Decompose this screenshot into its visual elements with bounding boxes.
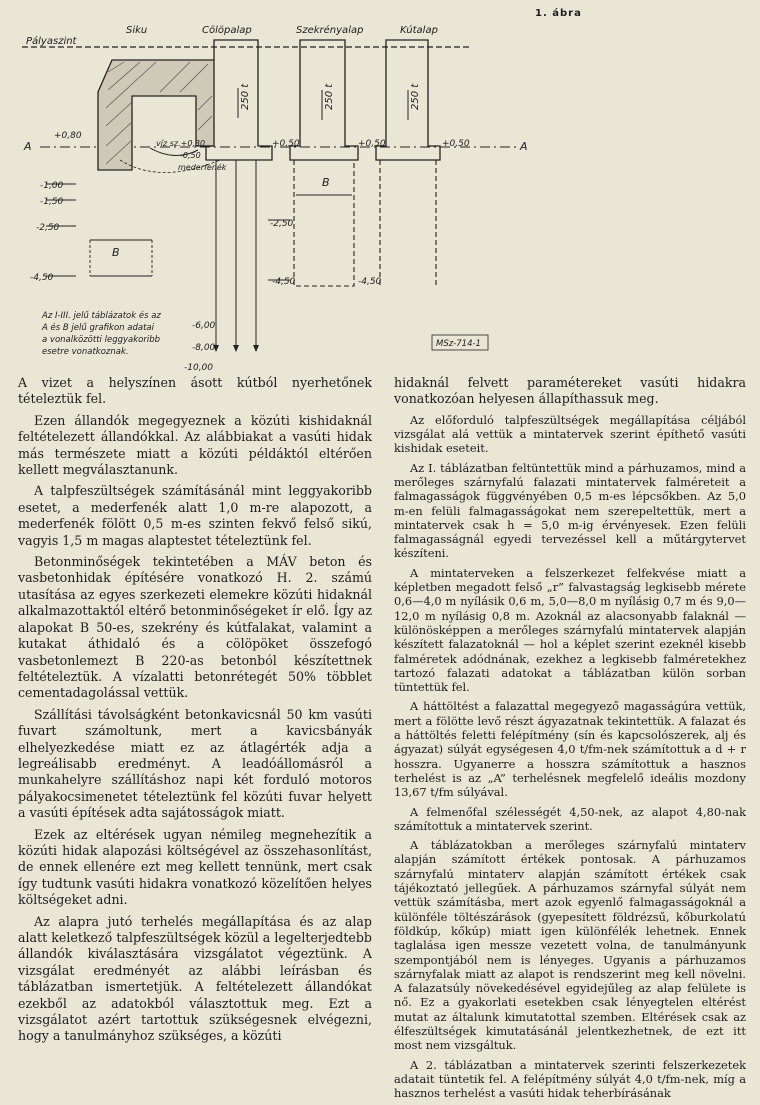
paragraph: A vizet a helyszínen ásott kútból nyerhetőnek tételeztük fel. [18,375,372,407]
load-label: 250 t [324,83,335,110]
paragraph: Az I. táblázatban feltüntettük mind a párhuzamos, mind a merőleges szárnyfalú falazati mintatervek falméreteit a falmagasságok függvényében 0,5 m-es lépcsőkben. Az 5,0 m-en felüli falmagasságokat nem szerepeltettük, mert a mintatervek csak h = 5,0 m-ig érvényesek. Ezen felüli falmagasságnál egyedi tervezéssel kell a műtárgytervet készíteni. [394,460,746,561]
foundation-diagram [0,0,760,375]
paragraph: A mintaterveken a felszerkezet felfekvése miatt a képletben megadott felső „r” falvastagság legkisebb mérete 0,6—4,0 m nyílásik 0,6 m, 5,0—8,0 m nyílásig 0,7 m és 9,0—12,0 m nyílásig 0,8 m. Azoknál az alacsonyabb falaknál — különösképpen a merőleges szárnyfalú mintatervek alapján készített falazatoknál — hol a képlet szerint ezeknél kisebb falméretek adódnának, ezekhez a legkisebb falméretekhez tartozó falazati adatokat a táblázatban külön sorban tüntettük fel. [394,565,746,695]
level-label: -10,00 [184,363,214,373]
diagram-note: a vonalközötti leggyakoribb [42,335,161,345]
diagram-note: esetre vonatkoznak. [42,347,129,357]
load-label: 250 t [410,83,421,110]
level-label: +0,50 [272,139,300,149]
level-label: -6,00 [192,321,216,331]
level-label: -1,00 [40,181,64,191]
paragraph: A táblázatokban a merőleges szárnyfalú mintaterv alapján számított értékek pontosak. A párhuzamos szárnyfalú mintaterv alapján számított értékek csak tájékoztató jellegűek. A párhuzamos szárnyfal súlyát nem vettük számításba, mert azok egyenlő falmagasságoknál a különféle töltészárások (gyepesített földrézsű, kőburkolatú földkúp, kőkúp) miatt igen különfélék lehetnek. Ennek taglalása igen messze vezetett volna, de tanulmányunk szempontjából nem is lényeges. Ugyanis a párhuzamos szárnyfalak miatt az alapot is rendszerint meg kell növelni. A falazatsúly növekedésével egyidejűleg az alap felülete is nő. Ez a gyakorlati esetekben csak lényegtelen eltérést mutat az általunk kimutatottal szemben. Eltérések csak az élfeszültségek kimutatásánál jelentkezhetnek, de ezt itt most nem vizsgáltuk. [394,838,746,1053]
bed-label: mederfenék [178,163,227,172]
diagram-header: Siku [126,25,148,36]
level-label: -4,50 [272,277,296,287]
load-label: 250 t [240,83,251,110]
diagram-note: A és B jelű grafikon adatai [42,323,154,333]
level-label: +0,50 [442,139,470,149]
paragraph: hidaknál felvett paramétereket vasúti hidakra vonatkozóan helyesen állapíthassuk meg. [394,375,746,407]
axis-label: A [520,140,528,153]
left-column [18,375,372,1050]
water-level-label: -0,50 [180,151,201,160]
paragraph: Ezen állandók megegyeznek a közúti kishidaknál feltételezett állandókkal. Az alábbiakat a vasúti hidak más természete miatt a közúti példáktól eltérően kellett megválasztanunk. [18,412,372,478]
paragraph: Ezek az eltérések ugyan némileg megnehezítik a közúti hidak alapozási költségével az összehasonlítást, de ennek ellenére ezt meg kellett tennünk, mert csak így tudtunk vasúti hidakra vonatkozó közelítően helyes költségeket adni. [18,826,372,908]
ground-label: Pályaszint [26,36,77,47]
water-level-label: víz sz.+0,30 [156,139,206,148]
level-label: -2,50 [36,223,60,233]
figure-code: MSz-714-1 [436,339,481,349]
width-label: B [112,246,120,259]
paragraph: A felmenőfal szélességét 4,50-nek, az alapot 4,80-nak számítottuk a mintatervek szerint. [394,804,746,833]
diagram-header: Cölöpalap [202,25,252,36]
level-label: -2,50 [270,219,294,229]
level-label: +0,50 [358,139,386,149]
diagram-note: Az I-III. jelű táblázatok és az [42,311,161,321]
level-label: -1,50 [40,197,64,207]
paragraph: Szállítási távolságként betonkavicsnál 50 km vasúti fuvart számoltunk, mert a kavicsbányák elhelyezkedése miatt ez az átlagérték adja a legreálisabb eredményt. A leadóállomásról a munkahelyre szállításhoz napi két forduló motoros pályakocsimenetet tételeztünk fel közúti fuvar helyett a vasúti építések adta sajátosságok miatt. [18,706,372,821]
figure-number: 1. ábra [535,8,582,19]
paragraph: Betonminőségek tekintetében a MÁV beton és vasbetonhidak építésére vonatkozó H. 2. számú utasítása az egyes szerkezeti elemekre közúti hidaknál alkalmazottaktól eltérő betonminőségeket ír elő. Így az alapokat B 50-es, szekrény és kútfalakat, valamint a kutakat áthidaló és a cölöpöket összefogó vasbetonlemezt B 220-as betonból készítettnek feltételeztük. A vízalatti betonrétegét 50% többlet cementadagolással vettük. [18,554,372,701]
paragraph: Az előforduló talpfeszültségek megállapítása céljából vizsgálat alá vettük a mintatervek szerint építhető vasúti kishidak eseteit. [394,412,746,456]
diagram-header: Kútalap [400,25,438,36]
level-label: -8,00 [192,343,216,353]
paragraph: A 2. táblázatban a mintatervek szerinti felszerkezetek adatait tüntetik fel. A felépítmény súlyát 4,0 t/fm-nek, míg a hasznos terhelést a vasúti hidak teherbírásának [394,1057,746,1101]
diagram-header: Szekrényalap [296,25,364,36]
axis-label: A [24,140,32,153]
width-label: B [322,176,330,189]
figure [0,0,760,375]
right-column [394,375,746,1105]
paragraph: A talpfeszültségek számításánál mint leggyakoribb esetet, a mederfenék alatt 1,0 m-re alapozott, a mederfenék fölött 0,5 m-es szinten fekvő felső sikú, vagyis 1,5 m magas alaptestet tételeztünk fel. [18,483,372,548]
level-label: -4,50 [358,277,382,287]
level-label: -4,50 [30,273,54,283]
paragraph: Az alapra jutó terhelés megállapítása és az alap alatt keletkező talpfeszültségek közül a legelterjedtebb állandók kiválasztására vizsgálatot végeztünk. A vizsgálat eredményét az alábbi leírásban és táblázatban ismertetjük. A feltételezett állandókat ezekből az adatokból választottuk meg. Ezt a vizsgálatot azért tartottuk szükségesnek elvégezni, hogy a tanulmányhoz szükséges, a közúti [18,913,372,1044]
paragraph: A háttöltést a falazattal megegyező magasságúra vettük, mert a fölötte levő részt ágyazatnak tekintettük. A falazat és a háttöltés feletti felépítmény (sín és kapcsolószerek, alj és ágyazat) súlyát egységesen 4,0 t/fm-nek számítottuk a d + r hosszra. Ugyanerre a hosszra számítottuk a hasznos terhelést is az „A” terhelésnek megfelelő ideális mozdony 13,67 t/fm súlyával. [394,699,746,800]
level-label: +0,80 [54,131,82,141]
